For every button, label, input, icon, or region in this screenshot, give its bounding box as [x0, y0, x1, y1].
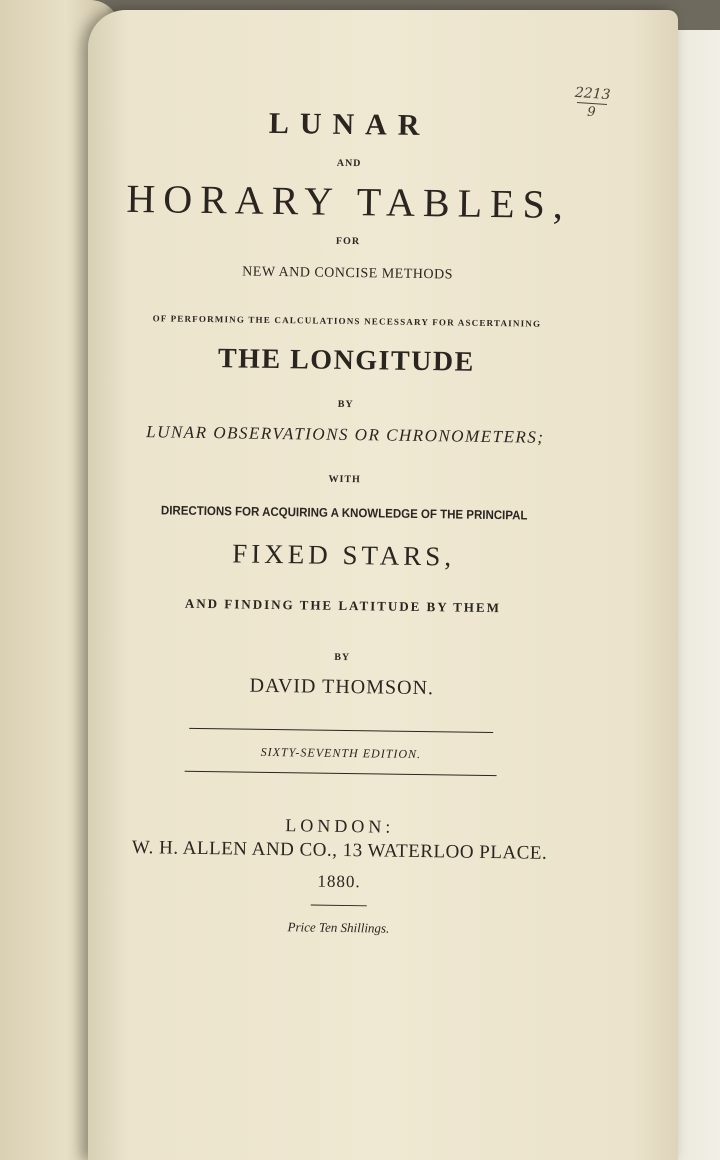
- fixed-stars-heading: FIXED STARS,: [232, 538, 456, 572]
- title-line2: HORARY TABLES,: [126, 175, 572, 228]
- observation-methods: LUNAR OBSERVATIONS OR CHRONOMETERS;: [146, 422, 545, 447]
- edition-statement: SIXTY-SEVENTH EDITION.: [260, 744, 422, 762]
- shelfmark-subnumber: 9: [586, 104, 596, 121]
- imprint-year: 1880.: [317, 871, 361, 892]
- imprint-publisher: W. H. ALLEN AND CO., 13 WATERLOO PLACE.: [131, 837, 548, 864]
- latitude-line: AND FINDING THE LATITUDE BY THEM: [184, 595, 502, 616]
- directions-line: DIRECTIONS FOR ACQUIRING A KNOWLEDGE OF THE PRINCIPAL: [160, 503, 528, 523]
- conjunction-and: AND: [336, 157, 362, 170]
- price-statement: Price Ten Shillings.: [287, 919, 390, 936]
- title-line1: LUNAR: [268, 106, 431, 143]
- author-name: DAVID THOMSON.: [249, 674, 435, 700]
- shelfmark-number: 2213: [574, 84, 611, 104]
- imprint-city: LONDON:: [285, 815, 395, 837]
- subtitle-methods: NEW AND CONCISE METHODS: [242, 264, 454, 283]
- conjunction-by: BY: [337, 398, 354, 411]
- conjunction-with: WITH: [328, 473, 361, 486]
- main-subject: THE LONGITUDE: [217, 343, 475, 378]
- subtitle-calculations: OF PERFORMING THE CALCULATIONS NECESSARY FOR ASCERTAINING: [152, 313, 542, 329]
- author-by: BY: [334, 651, 351, 664]
- conjunction-for: FOR: [335, 235, 361, 248]
